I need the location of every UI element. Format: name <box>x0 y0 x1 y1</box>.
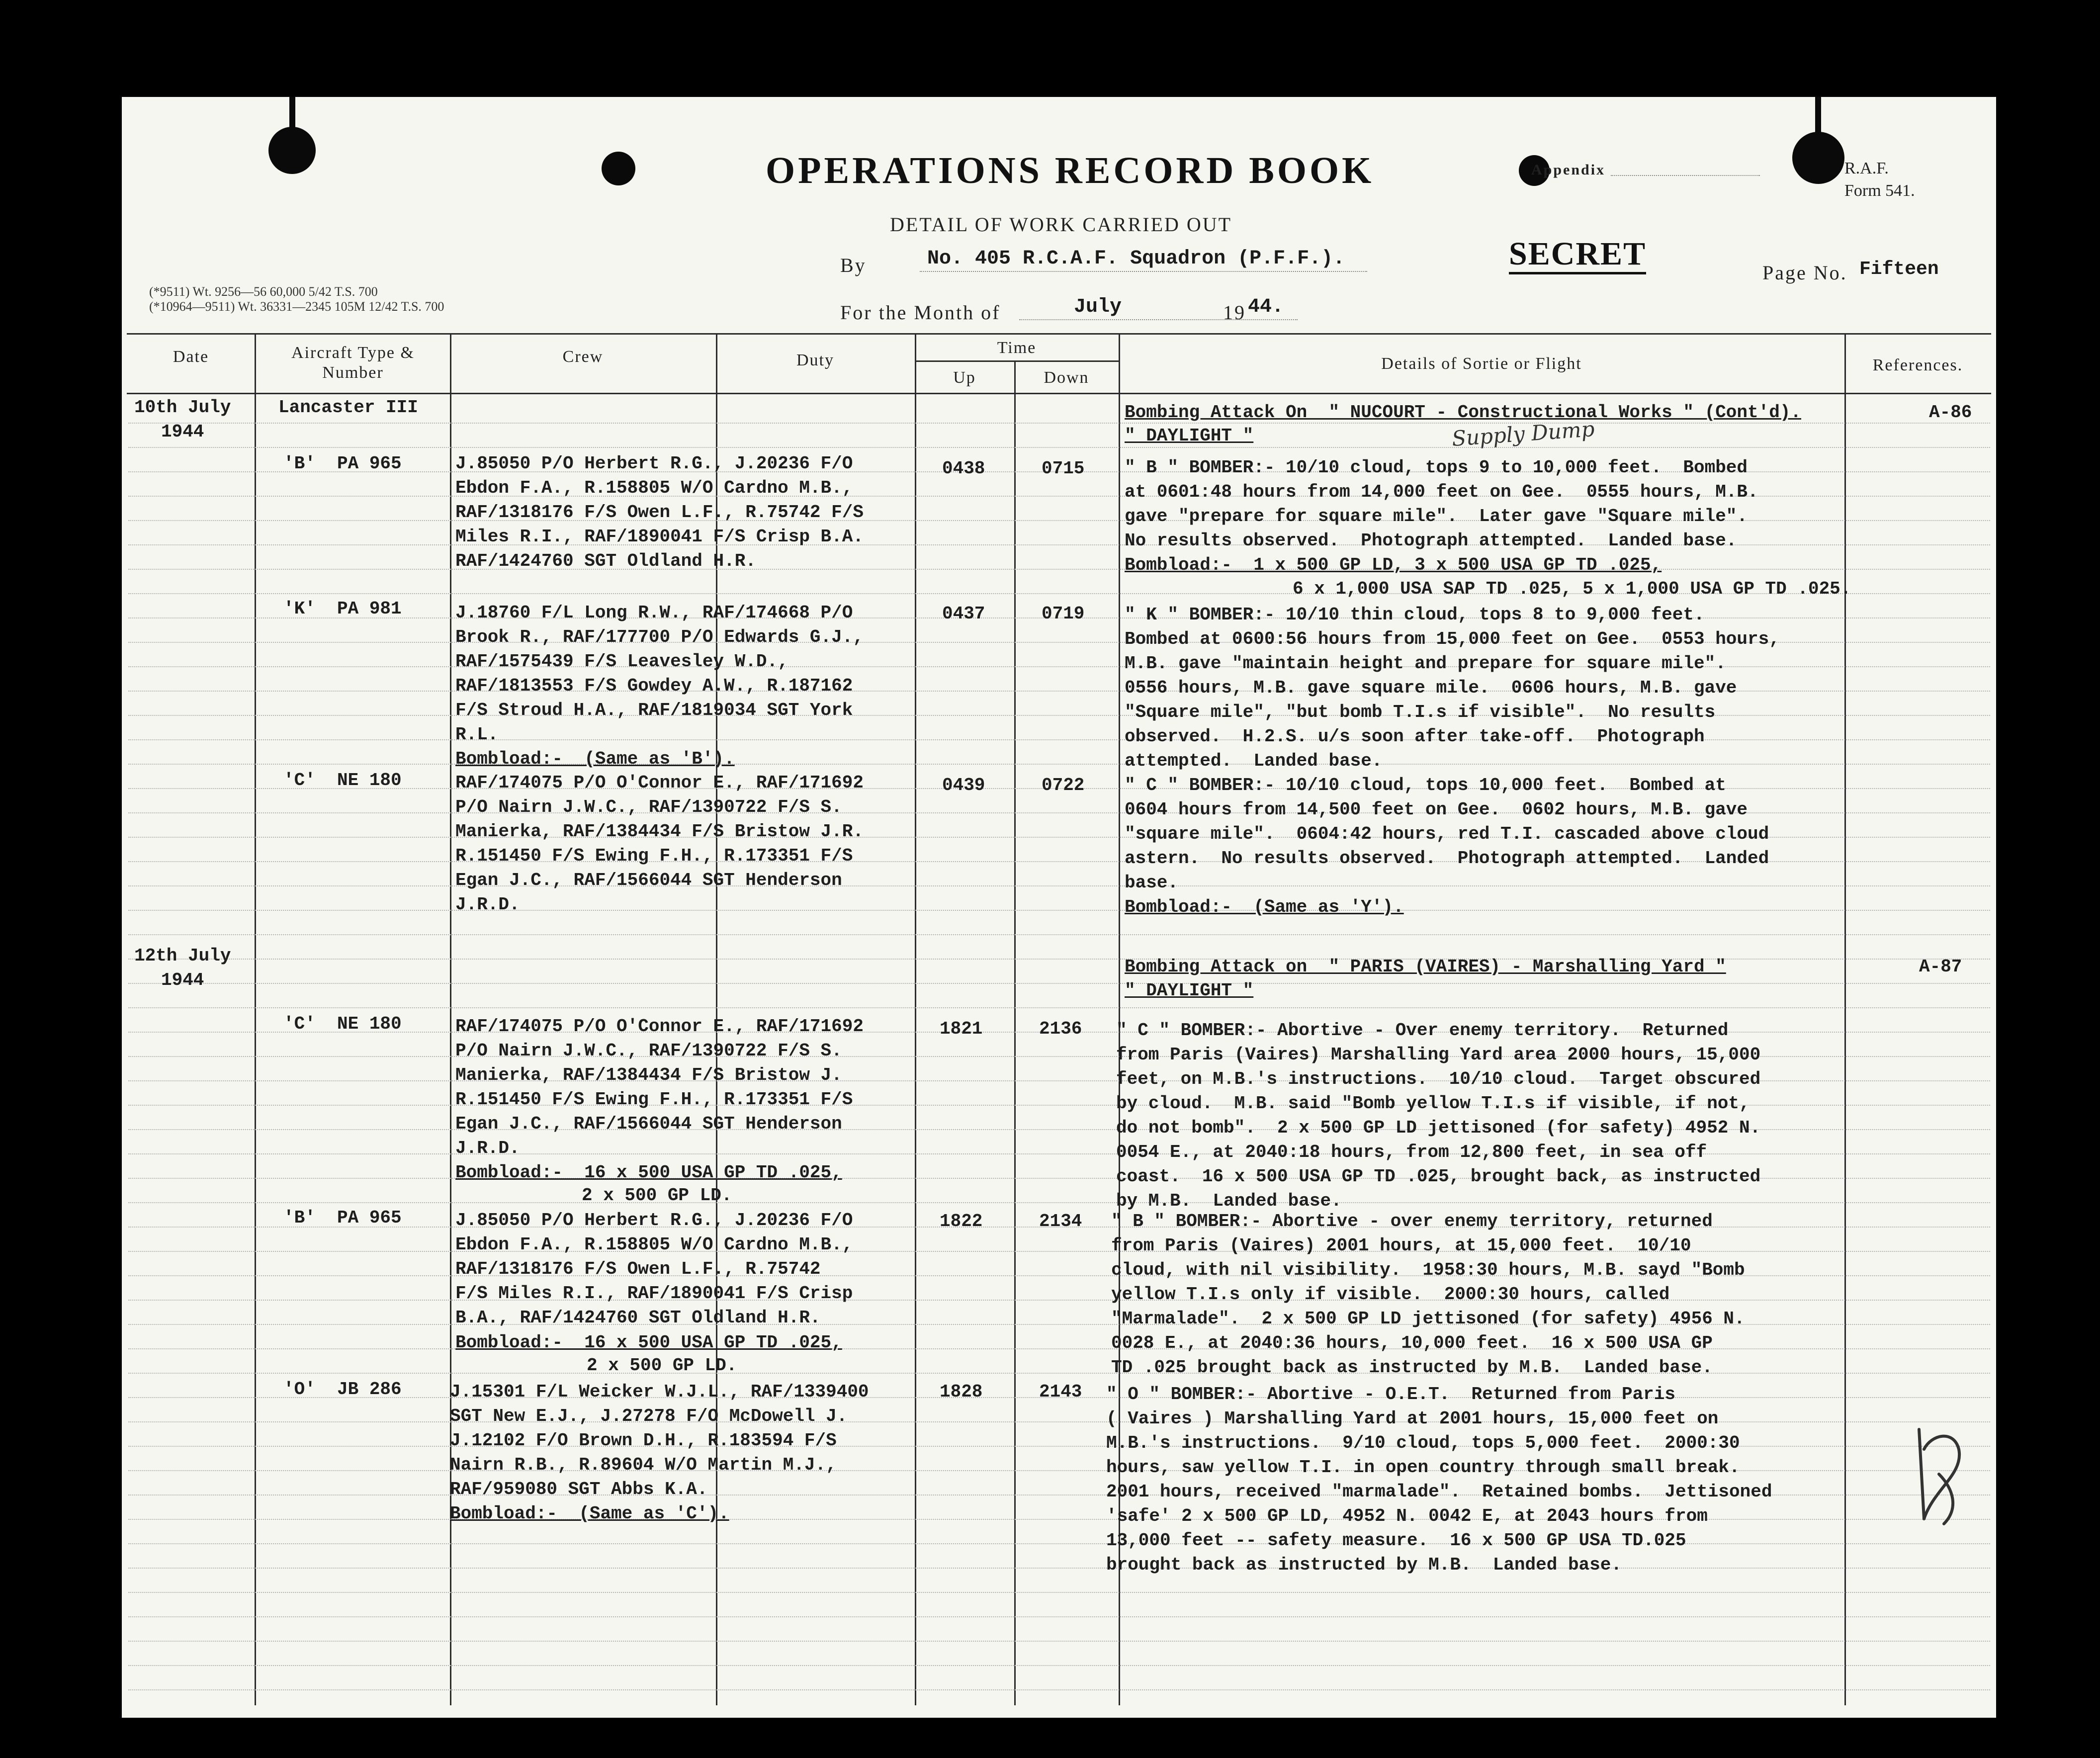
date-10-july-1944: 10th July 1944 <box>134 397 231 442</box>
punch-slot-right <box>1815 97 1821 134</box>
month-value: July <box>1074 296 1122 318</box>
crew-k-pa981: J.18760 F/L Long R.W., RAF/174668 P/O Brook R., RAF/177700 P/O Edwards G.J., RAF/1575439 F/S Leavesley W.D., RAF/1813553 F/S Gowdey A.W., R.187162 F/S Stroud H.A., RAF/1819034 SGT York R.L. <box>455 603 864 745</box>
raf-label: R.A.F. <box>1844 159 1889 177</box>
aircraft-b-pa965-paris: 'B' PA 965 <box>283 1208 402 1228</box>
reference-a87: A-87 <box>1919 957 1962 977</box>
col-border-up <box>1014 360 1016 1705</box>
col-header-references: References. <box>1872 356 1963 374</box>
sortie-b-bomber-paris: " B " BOMBER:- Abortive - over enemy territory, returned from Paris (Vaires) 2001 hours, at 15,000 feet. 10/10 cloud, with nil visibility. 1958:30 hours, M.B. sayd "Bomb yellow T.I.s only if visible. 2000:30 hours, called "Marmalade". 2 x 500 GP LD jettisoned (for safety) 4956 N. 0028 E., at 2040:36 hours, 10,000 feet. 16 x 500 USA GP TD .025 brought back as instructed by M.B. Landed base. <box>1111 1211 1745 1378</box>
page-number-value: Fifteen <box>1859 259 1939 280</box>
print-code-line-1: (*9511) Wt. 9256—56 60,000 5/42 T.S. 700 <box>149 284 378 299</box>
sortie-c-bomber: " C " BOMBER:- 10/10 cloud, tops 10,000 feet. Bombed at 0604 hours from 14,500 feet on Gee. 0602 hours, M.B. gave "square mile". 0604:42 hours, red T.I. cascaded above cloud astern. No results observed. Photograph attempted. Landed base. <box>1125 775 1769 893</box>
page-number-label: Page No. <box>1762 262 1847 284</box>
time-down-0715: 0715 <box>1042 458 1085 479</box>
time-up-1822: 1822 <box>940 1211 983 1231</box>
bombload-b-paris-line2: 2 x 500 GP LD. <box>587 1355 737 1376</box>
bombload-k: Bombload:- (Same as 'B'). <box>455 749 735 769</box>
time-down-0719: 0719 <box>1042 604 1085 624</box>
page-title: OPERATIONS RECORD BOOK <box>766 150 1375 191</box>
squadron-name-rule <box>920 271 1367 272</box>
print-code-line-2: (*10964—9511) Wt. 36331—2345 105M 12/42 T.S. 700 <box>149 299 444 314</box>
crew-c-ne180: RAF/174075 P/O O'Connor E., RAF/171692 P/O Nairn J.W.C., RAF/1390722 F/S S. Manierka, RAF/1384434 F/S Bristow J.R. R.151450 F/S Ewing F.H., R.173351 F/S Egan J.C., RAF/1566044 SGT Henderson J.R.D. <box>455 773 864 915</box>
col-header-duty: Duty <box>796 351 834 369</box>
secret-stamp: SECRET <box>1509 236 1646 274</box>
time-down-2136: 2136 <box>1039 1019 1082 1039</box>
appendix-label: Appendix <box>1531 162 1606 178</box>
time-down-0722: 0722 <box>1042 775 1085 795</box>
time-subheader-border <box>915 360 1119 362</box>
punch-hole-left <box>268 127 316 174</box>
time-up-1821: 1821 <box>940 1019 983 1039</box>
col-header-down: Down <box>1044 368 1089 387</box>
aircraft-c-ne180-paris: 'C' NE 180 <box>283 1014 402 1034</box>
ruled-line <box>128 983 1990 984</box>
year-prefix: 19 <box>1223 301 1246 324</box>
aircraft-type: Lancaster III <box>278 397 418 418</box>
aircraft-c-ne180: 'C' NE 180 <box>283 770 402 791</box>
sortie-b-bomber: " B " BOMBER:- 10/10 cloud, tops 9 to 10,000 feet. Bombed at 0601:48 hours from 14,000 feet on Gee. 0555 hours, M.B. gave "prepare for square mile". Later gave "Square mile". No results observed. Photograph attempted. Landed base. <box>1125 457 1758 551</box>
time-up-0439: 0439 <box>942 775 985 795</box>
aircraft-b-pa965: 'B' PA 965 <box>283 453 402 474</box>
col-header-details: Details of Sortie or Flight <box>1381 354 1582 373</box>
year-value: 44. <box>1248 296 1284 318</box>
sortie-k-bomber: " K " BOMBER:- 10/10 thin cloud, tops 8 to 9,000 feet. Bombed at 0600:56 hours from 15,000 feet on Gee. 0553 hours, M.B. gave "maintain height and prepare for square mile". 0556 hours, M.B. gave square mile. 0606 hours, M.B. gave "Square mile", "but bomb T.I.s if visible". No results observed. H.2.S. u/s soon after take-off. Photograph attempted. Landed base. <box>1125 605 1780 771</box>
sortie-heading-paris-daylight: " DAYLIGHT " <box>1125 980 1254 1001</box>
ruled-line <box>128 934 1990 935</box>
bombload-c-paris-line1: Bombload:- 16 x 500 USA GP TD .025, <box>455 1162 842 1183</box>
col-header-crew: Crew <box>562 348 604 366</box>
crew-b-pa965: J.85050 P/O Herbert R.G., J.20236 F/O Ebdon F.A., R.158805 W/O Cardno M.B., RAF/1318176 F/S Owen L.F., R.75742 F/S Miles R.I., RAF/1890041 F/S Crisp B.A. RAF/1424760 SGT Oldland H.R. <box>455 453 864 571</box>
ruled-line <box>128 1641 1990 1642</box>
ruled-line <box>128 447 1990 448</box>
crew-c-ne180-paris: RAF/174075 P/O O'Connor E., RAF/171692 P/O Nairn J.W.C., RAF/1390722 F/S S. Manierka, RAF/1384434 F/S Bristow J. R.151450 F/S Ewing F.H., R.173351 F/S Egan J.C., RAF/1566044 SGT Henderson J.R.D. <box>455 1016 864 1158</box>
sortie-heading-nucourt-daylight: " DAYLIGHT " <box>1125 426 1254 446</box>
date-12-july-1944: 12th July 1944 <box>134 946 231 990</box>
ruled-line <box>128 569 1990 570</box>
by-label: By <box>840 254 867 276</box>
col-header-time: Time <box>997 339 1037 357</box>
crew-o-jb286: J.15301 F/L Weicker W.J.L., RAF/1339400 SGT New E.J., J.27278 F/O McDowell J. J.12102 F/O Brown D.H., R.183594 F/S Nairn R.B., R.89604 W/O Martin M.J., RAF/959080 SGT Abbs K.A. <box>450 1382 869 1499</box>
bombload-b-paris-line1: Bombload:- 16 x 500 USA GP TD .025, <box>455 1332 842 1353</box>
punch-hole-right <box>1792 132 1844 184</box>
col-border-duty <box>915 333 916 1705</box>
sortie-c-bomber-paris: " C " BOMBER:- Abortive - Over enemy territory. Returned from Paris (Vaires) Marshalling Yard area 2000 hours, 15,000 feet, on M.B.'s instructions. 10/10 cloud. Target obscured by cloud. M.B. said "Bomb yellow T.I.s if visible, if not, do not bomb". 2 x 500 GP LD jettisoned (for safety) 4952 N. 0054 E., at 2040:18 hours, from 12,800 feet, in sea off coast. 16 x 500 USA GP TD .025, brought back, as instructed by M.B. Landed base. <box>1116 1020 1761 1211</box>
month-label: For the Month of <box>840 301 1001 324</box>
time-up-0437: 0437 <box>942 604 985 624</box>
time-up-1828: 1828 <box>940 1382 983 1402</box>
punch-hole-center <box>602 152 635 185</box>
bombload-o: Bombload:- (Same as 'C'). <box>450 1503 729 1524</box>
col-header-date: Date <box>173 348 209 366</box>
col-border-date <box>255 333 256 1705</box>
ruled-line <box>128 1592 1990 1593</box>
time-up-0438: 0438 <box>942 458 985 479</box>
punch-slot-left <box>289 97 295 132</box>
ruled-line <box>128 1665 1990 1666</box>
handwritten-initials <box>1884 1419 1984 1534</box>
header-bottom-border <box>127 393 1991 394</box>
time-down-2143: 2143 <box>1039 1382 1082 1402</box>
appendix-rule <box>1611 175 1760 176</box>
sortie-heading-nucourt: Bombing Attack On " NUCOURT - Constructional Works " (Cont'd). <box>1125 402 1802 423</box>
ruled-line <box>128 910 1990 911</box>
bombload-c-paris-line2: 2 x 500 GP LD. <box>582 1185 732 1206</box>
form-number: Form 541. <box>1844 181 1915 200</box>
crew-b-pa965-paris: J.85050 P/O Herbert R.G., J.20236 F/O Ebdon F.A., R.158805 W/O Cardno M.B., RAF/1318176 F/S Owen L.F., R.75742 F/S Miles R.I., RAF/1890041 F/S Crisp B.A., RAF/1424760 SGT Oldland H.R. <box>455 1210 853 1328</box>
month-rule <box>1019 319 1298 320</box>
bombload-c: Bombload:- (Same as 'Y'). <box>1125 897 1404 917</box>
squadron-name: No. 405 R.C.A.F. Squadron (P.F.F.). <box>927 248 1345 270</box>
bombload-b-line2: 6 x 1,000 USA SAP TD .025, 5 x 1,000 USA GP TD .025. <box>1293 579 1851 599</box>
reference-a86: A-86 <box>1929 402 1972 423</box>
sortie-heading-paris-vaires: Bombing Attack on " PARIS (VAIRES) - Marshalling Yard " <box>1125 957 1726 977</box>
sortie-o-bomber-paris: " O " BOMBER:- Abortive - O.E.T. Returned from Paris ( Vaires ) Marshalling Yard at 2001 hours, 15,000 feet on M.B.'s instructions. 9/10 cloud, tops 5,000 feet. 2000:30 hours, saw yellow T.I. in open country through small break. 2001 hours, received "marmalade". Retained bombs. Jettisoned 'safe' 2 x 500 GP LD, 4952 N. 0042 E, at 2043 hours from 13,000 feet -- safety measure. 16 x 500 GP USA TD.025 brought back as instructed by M.B. Landed base. <box>1106 1384 1772 1575</box>
ruled-line <box>128 1007 1990 1008</box>
col-border-details <box>1844 333 1846 1705</box>
aircraft-k-pa981: 'K' PA 981 <box>283 599 402 619</box>
ruled-line <box>128 1689 1990 1690</box>
aircraft-o-jb286: 'O' JB 286 <box>283 1379 402 1400</box>
handwritten-note-supply-dump: Supply Dump <box>1451 417 1595 451</box>
bombload-b-line1: Bombload:- 1 x 500 GP LD, 3 x 500 USA GP TD .025, <box>1125 555 1662 575</box>
col-header-aircraft: Aircraft Type & Number <box>291 344 415 382</box>
col-header-up: Up <box>953 368 976 387</box>
ruled-line <box>128 1616 1990 1617</box>
page-subtitle: DETAIL OF WORK CARRIED OUT <box>890 213 1232 236</box>
table-top-border <box>127 333 1991 335</box>
time-down-2134: 2134 <box>1039 1211 1082 1231</box>
